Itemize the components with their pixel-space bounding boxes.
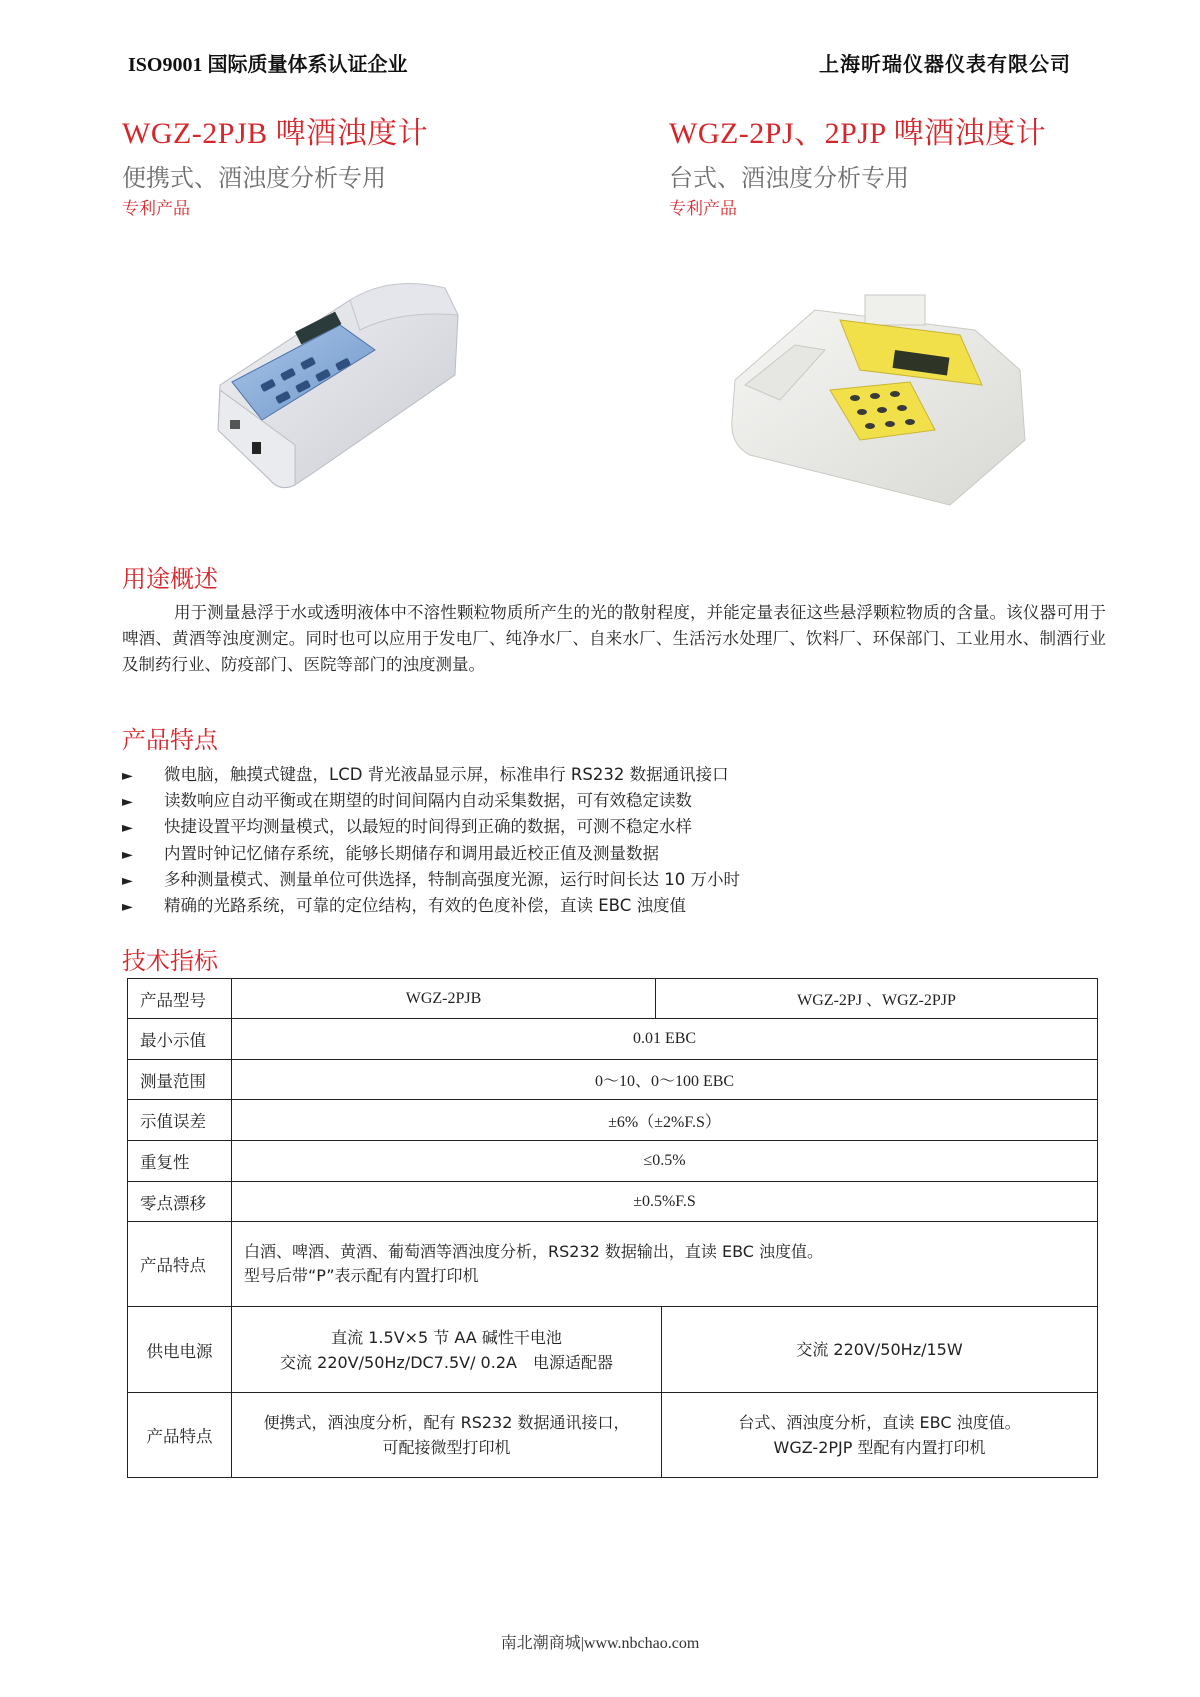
- spec-value: ≤0.5%: [232, 1141, 1098, 1182]
- power-a: 直流 1.5V×5 节 AA 碱性干电池 交流 220V/50Hz/DC7.5V/ 0.2A 电源适配器: [232, 1307, 662, 1393]
- bullet-arrow-icon: ►: [122, 898, 133, 915]
- power-b: 交流 220V/50Hz/15W: [662, 1307, 1098, 1393]
- table-row: [128, 1307, 1098, 1393]
- bullet-arrow-icon: ►: [122, 768, 133, 784]
- product-title-portable: WGZ-2PJB 啤酒浊度计: [122, 117, 429, 150]
- feature-text: 白酒、啤酒、黄酒、葡萄酒等酒浊度分析，RS232 数据输出，直读 EBC 浊度值。 型号后带“P”表示配有内置打印机: [232, 1222, 1098, 1307]
- table-row: [128, 1100, 1098, 1141]
- specs-heading: 技术指标: [122, 947, 218, 975]
- table-row: [128, 1393, 1098, 1478]
- bullet-arrow-icon: ►: [122, 794, 133, 811]
- power-label: 供电电源: [128, 1307, 232, 1393]
- model-a: WGZ-2PJB: [232, 979, 656, 1019]
- feature-item: ► 微电脑，触摸式键盘，LCD 背光液晶显示屏，标准串行 RS232 数据通讯接口: [122, 762, 740, 788]
- table-row: [128, 1141, 1098, 1182]
- feature2-b: 台式、酒浊度分析，直读 EBC 浊度值。 WGZ-2PJP 型配有内置打印机: [662, 1393, 1098, 1478]
- spec-value: ±6%（±2%F.S）: [232, 1100, 1098, 1141]
- footer-site: 南北潮商城|www.nbchao.com: [500, 1635, 700, 1652]
- patent-badge-portable: 专利产品: [122, 199, 190, 219]
- feature-label: 产品特点: [128, 1222, 232, 1307]
- feature2-a: 便携式，酒浊度分析，配有 RS232 数据通讯接口， 可配接微型打印机: [232, 1393, 662, 1478]
- product-title-benchtop: WGZ-2PJ、2PJP 啤酒浊度计: [669, 117, 1047, 150]
- feature2-label: 产品特点: [128, 1393, 232, 1478]
- bullet-arrow-icon: ►: [122, 846, 133, 863]
- feature-item: ► 读数响应自动平衡或在期望的时间间隔内自动采集数据，可有效稳定读数: [122, 788, 740, 814]
- benchtop-turbidimeter-image: [720, 290, 1040, 520]
- specs-table: [127, 978, 1098, 1478]
- feature-item: ► 快捷设置平均测量模式，以最短的时间得到正确的数据，可测不稳定水样: [122, 814, 740, 840]
- spec-value: 0.01 EBC: [232, 1019, 1098, 1060]
- overview-heading: 用途概述: [122, 565, 218, 593]
- spec-label: 重复性: [128, 1141, 232, 1182]
- spec-value: ±0.5%F.S: [232, 1182, 1098, 1222]
- feature-item: ► 内置时钟记忆储存系统，能够长期储存和调用最近校正值及测量数据: [122, 841, 740, 867]
- model-label: 产品型号: [128, 979, 232, 1019]
- features-list: [122, 762, 740, 919]
- header-certification: ISO9001 国际质量体系认证企业: [128, 54, 408, 76]
- spec-label: 零点漂移: [128, 1182, 232, 1222]
- bullet-arrow-icon: ►: [122, 820, 133, 837]
- table-row: [128, 979, 1098, 1019]
- table-row: [128, 1019, 1098, 1060]
- patent-badge-benchtop: 专利产品: [669, 199, 737, 219]
- spec-value: 0～10、0～100 EBC: [232, 1060, 1098, 1100]
- feature-item: ► 多种测量模式、测量单位可供选择，特制高强度光源，运行时间长达 10 万小时: [122, 867, 740, 893]
- overview-paragraph: 用于测量悬浮于水或透明液体中不溶性颗粒物质所产生的光的散射程度，并能定量表征这些悬浮颗粒物质的含量。该仪器可用于啤酒、黄酒等浊度测定。同时也可以应用于发电厂、纯净水厂、自来水厂、生活污水处理厂、饮料厂、环保部门、工业用水、制酒行业及制药行业、防疫部门、医院等部门的浊度测量。: [122, 603, 1106, 674]
- portable-turbidimeter-image: [200, 270, 470, 500]
- spec-label: 示值误差: [128, 1100, 232, 1141]
- table-row: [128, 1182, 1098, 1222]
- table-row: [128, 1222, 1098, 1307]
- feature-item: ► 精确的光路系统，可靠的定位结构，有效的色度补偿，直读 EBC 浊度值: [122, 893, 740, 919]
- spec-label: 测量范围: [128, 1060, 232, 1100]
- product-subtitle-benchtop: 台式、酒浊度分析专用: [669, 164, 909, 192]
- model-b: WGZ-2PJ 、WGZ-2PJP: [656, 979, 1098, 1019]
- spec-label: 最小示值: [128, 1019, 232, 1060]
- bullet-arrow-icon: ►: [122, 872, 133, 889]
- table-row: [128, 1060, 1098, 1100]
- product-subtitle-portable: 便携式、酒浊度分析专用: [122, 164, 386, 192]
- features-heading: 产品特点: [122, 726, 218, 754]
- header-company: 上海昕瑞仪器仪表有限公司: [819, 54, 1071, 76]
